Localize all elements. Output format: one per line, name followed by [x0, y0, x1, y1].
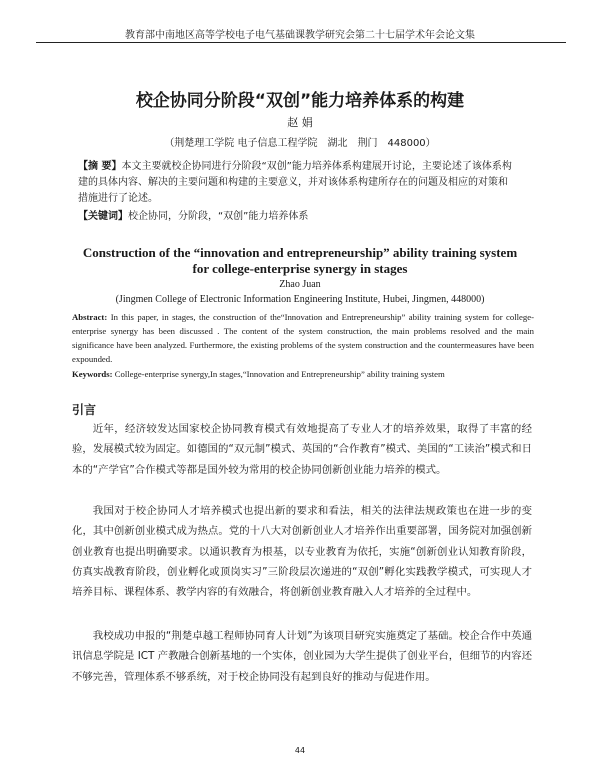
english-keywords	[72, 367, 542, 381]
english-title	[40, 245, 560, 277]
page-number: 44	[294, 746, 306, 755]
chinese-abstract-text: 本文主要就校企协同进行分阶段“双创”能力培养体系构建展开讨论，主要论述了该体系构建的具体内容、解决的主要问题和构建的主要意义，并对该体系构建所存在的问题及相应的对策和措施进行了论述。	[78, 161, 512, 204]
chinese-keywords	[78, 210, 516, 224]
body-paragraph-2: 我国对于校企协同人才培养模式也提出新的要求和看法，相关的法律法规政策也在进一步的变化，其中创新创业模式成为热点。党的十八大对创新创业人才培养作出重要部署，国务院对加强创新创业教育也提出明确要求。以通识教育为根基，以专业教育为依托，实施“创新创业认知教育阶段，仿真实战教育阶段，创业孵化或顶岗实习”三阶段层次递进的“双创”孵化实践教学模式，可实现人才培养目标、课程体系、教学内容的有效融合，将创新创业教育融入人才培养的全过程中。	[72, 505, 532, 599]
english-abstract-text: In this paper, in stages, the construction of the“Innovation and Entrepreneurship” ability training system for college-enterprise synergy has been discussed . The content of the system construction, the main problems resolved and the main significance have been analyzed. Furthermore, the existing problems of the system construction and the countermeasures have been expounded.	[72, 312, 535, 364]
body-paragraph-3: 我校成功申报的“荆楚卓越工程师协同育人计划”为该项目研究实施奠定了基础。校企合作中英通讯信息学院是 ICT 产教融合创新基地的一个实体，创业园为大学生提供了创业平台，但细节的内容还不够完善，管理体系不够系统，对于校企协同没有起到良好的推动与促进作用。	[72, 630, 532, 683]
header-rule	[36, 42, 566, 43]
chinese-title: 校企协同分阶段“双创”能力培养体系的构建	[135, 91, 465, 111]
english-title-line-1: Construction of the “innovation and entrepreneurship” ability training system	[82, 245, 518, 260]
english-keywords-text: College-enterprise synergy,In stages,“Innovation and Entrepreneurship” ability training system	[114, 369, 445, 379]
english-affiliation: (Jingmen College of Electronic Information Engineering Institute, Hubei, Jingmen, 448000)	[115, 294, 485, 305]
chinese-author: 赵 娟	[287, 116, 313, 129]
chinese-keywords-label: 【关键词】	[78, 211, 128, 222]
english-author: Zhao Juan	[279, 279, 321, 290]
english-keywords-label: Keywords:	[72, 369, 113, 379]
section-heading-introduction: 引言	[72, 403, 97, 417]
english-title-line-2: for college-enterprise synergy in stages	[192, 261, 408, 276]
english-abstract	[72, 310, 534, 366]
chinese-keywords-text: 校企协同，分阶段，“双创”能力培养体系	[128, 211, 309, 222]
chinese-abstract	[78, 159, 516, 207]
body-paragraph-1: 近年，经济较发达国家校企协同教育模式有效地提高了专业人才的培养效果，取得了丰富的经验，发展模式较为固定。如德国的“双元制”模式、英国的“合作教育”模式、美国的“工读治”模式和日本的“产学官”合作模式等都是国外较为常用的校企协同创新创业能力培养的模式。	[72, 423, 532, 476]
english-abstract-label: Abstract:	[72, 312, 108, 322]
chinese-abstract-label: 【摘 要】	[78, 161, 122, 172]
chinese-affiliation: （荆楚理工学院 电子信息工程学院 湖北 荆门 448000）	[164, 138, 436, 149]
running-header: 教育部中南地区高等学校电子电气基础课教学研究会第二十七届学术年会论文集	[125, 30, 475, 41]
